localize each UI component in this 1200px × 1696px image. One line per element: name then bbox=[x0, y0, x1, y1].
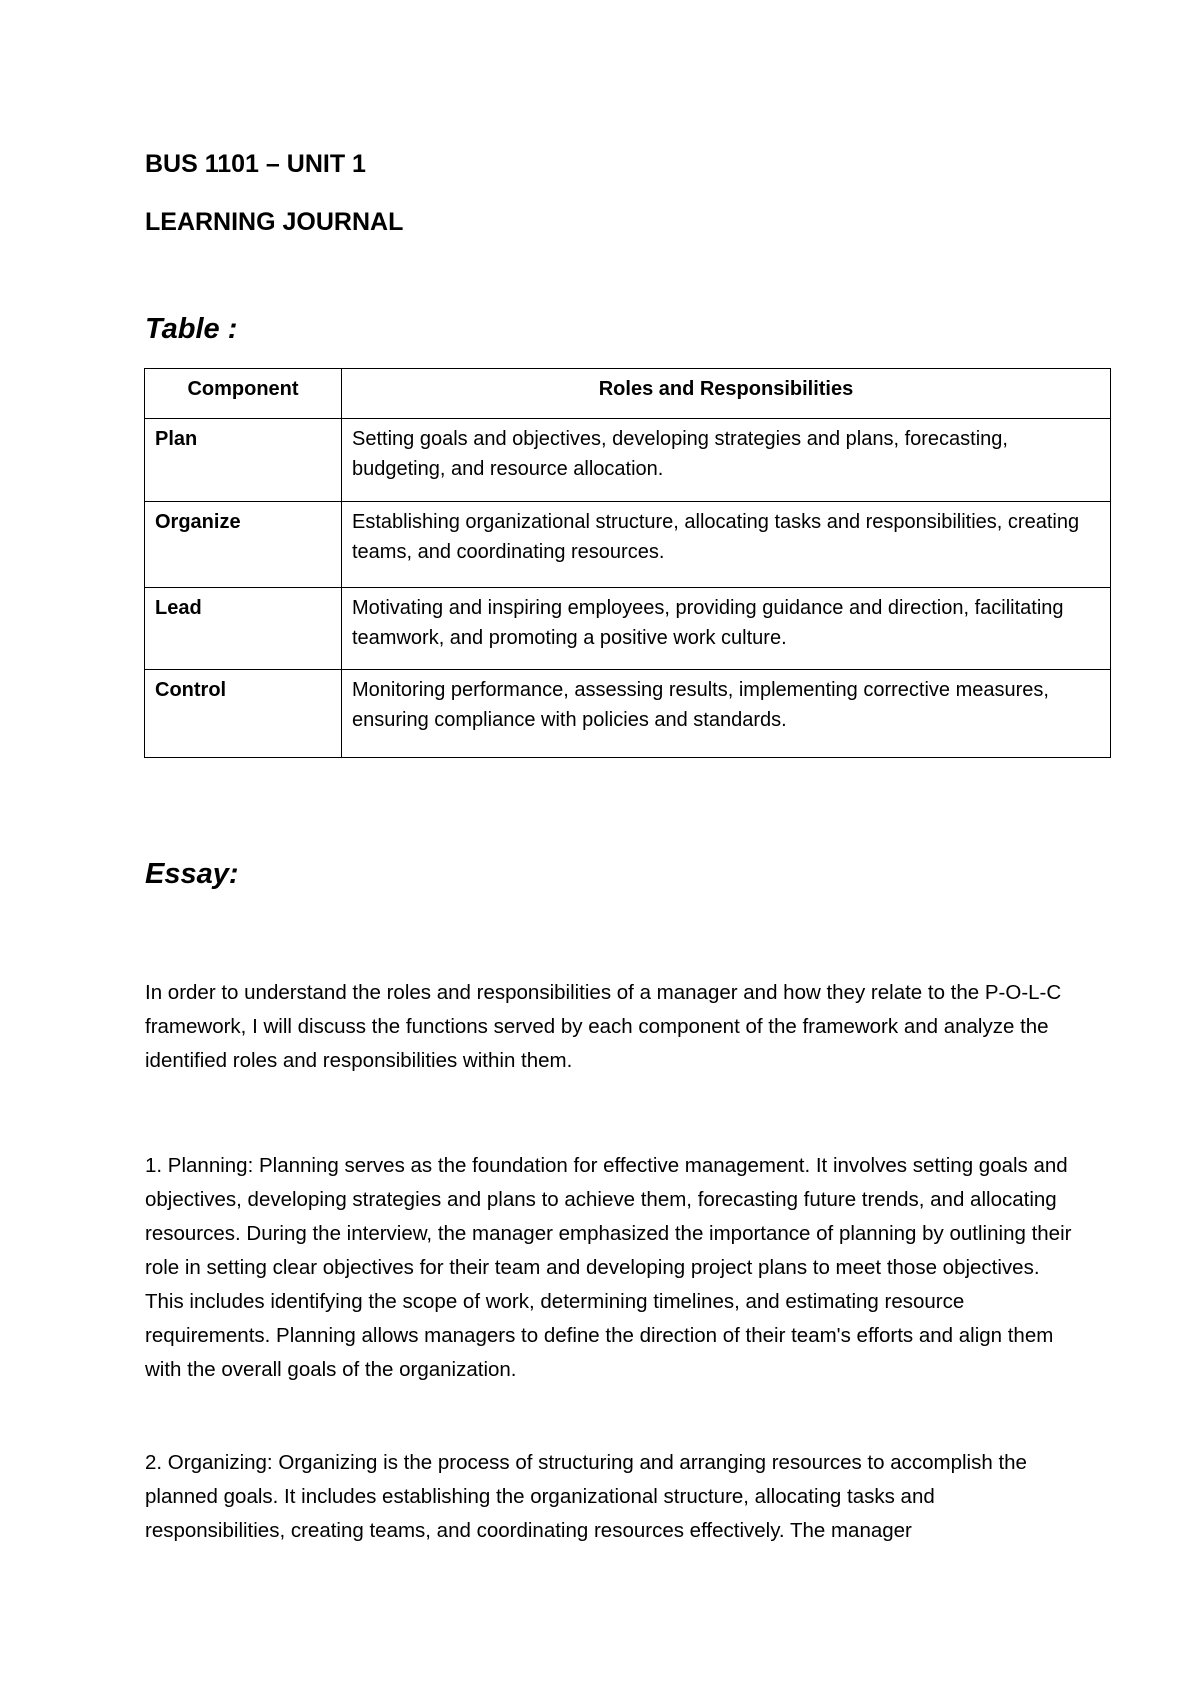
component-cell: Plan bbox=[145, 419, 342, 502]
component-cell: Lead bbox=[145, 588, 342, 670]
roles-cell: Setting goals and objectives, developing strategies and plans, forecasting, budgeting, and resource allocation. bbox=[342, 419, 1111, 502]
table-row bbox=[145, 502, 1111, 588]
roles-cell: Monitoring performance, assessing results, implementing corrective measures, ensuring compliance with policies and standards. bbox=[342, 670, 1111, 758]
component-cell: Control bbox=[145, 670, 342, 758]
essay-planning-paragraph: 1. Planning: Planning serves as the foundation for effective management. It involves setting goals and objectives, developing strategies and plans to achieve them, forecasting future trends, and allocating resources. During the interview, the manager emphasized the importance of planning by outlining their role in setting clear objectives for their team and developing project plans to meet those objectives. This includes identifying the scope of work, determining timelines, and estimating resource requirements. Planning allows managers to define the direction of their team's efforts and align them with the overall goals of the organization. bbox=[145, 1154, 1072, 1381]
table-header-row bbox=[145, 369, 1111, 419]
column-header-component: Component bbox=[145, 369, 342, 419]
table-row bbox=[145, 419, 1111, 502]
roles-cell: Motivating and inspiring employees, providing guidance and direction, facilitating teamwork, and promoting a positive work culture. bbox=[342, 588, 1111, 670]
roles-cell: Establishing organizational structure, allocating tasks and responsibilities, creating teams, and coordinating resources. bbox=[342, 502, 1111, 588]
essay-organizing-paragraph: 2. Organizing: Organizing is the process of structuring and arranging resources to accomplish the planned goals. It includes establishing the organizational structure, allocating tasks and responsibilities, creating teams, and coordinating resources effectively. The manager bbox=[145, 1451, 1027, 1542]
course-heading: BUS 1101 – UNIT 1 bbox=[145, 150, 366, 178]
table-row bbox=[145, 670, 1111, 758]
polc-table bbox=[144, 368, 1111, 758]
table-section-label: Table : bbox=[145, 313, 238, 345]
journal-heading: LEARNING JOURNAL bbox=[145, 208, 404, 236]
essay-intro-paragraph: In order to understand the roles and responsibilities of a manager and how they relate to the P-O-L-C framework, I will discuss the functions served by each component of the framework and analyze the identified roles and responsibilities within them. bbox=[145, 981, 1062, 1072]
component-cell: Organize bbox=[145, 502, 342, 588]
table-row bbox=[145, 588, 1111, 670]
essay-section-label: Essay: bbox=[145, 858, 239, 890]
column-header-roles: Roles and Responsibilities bbox=[342, 369, 1111, 419]
